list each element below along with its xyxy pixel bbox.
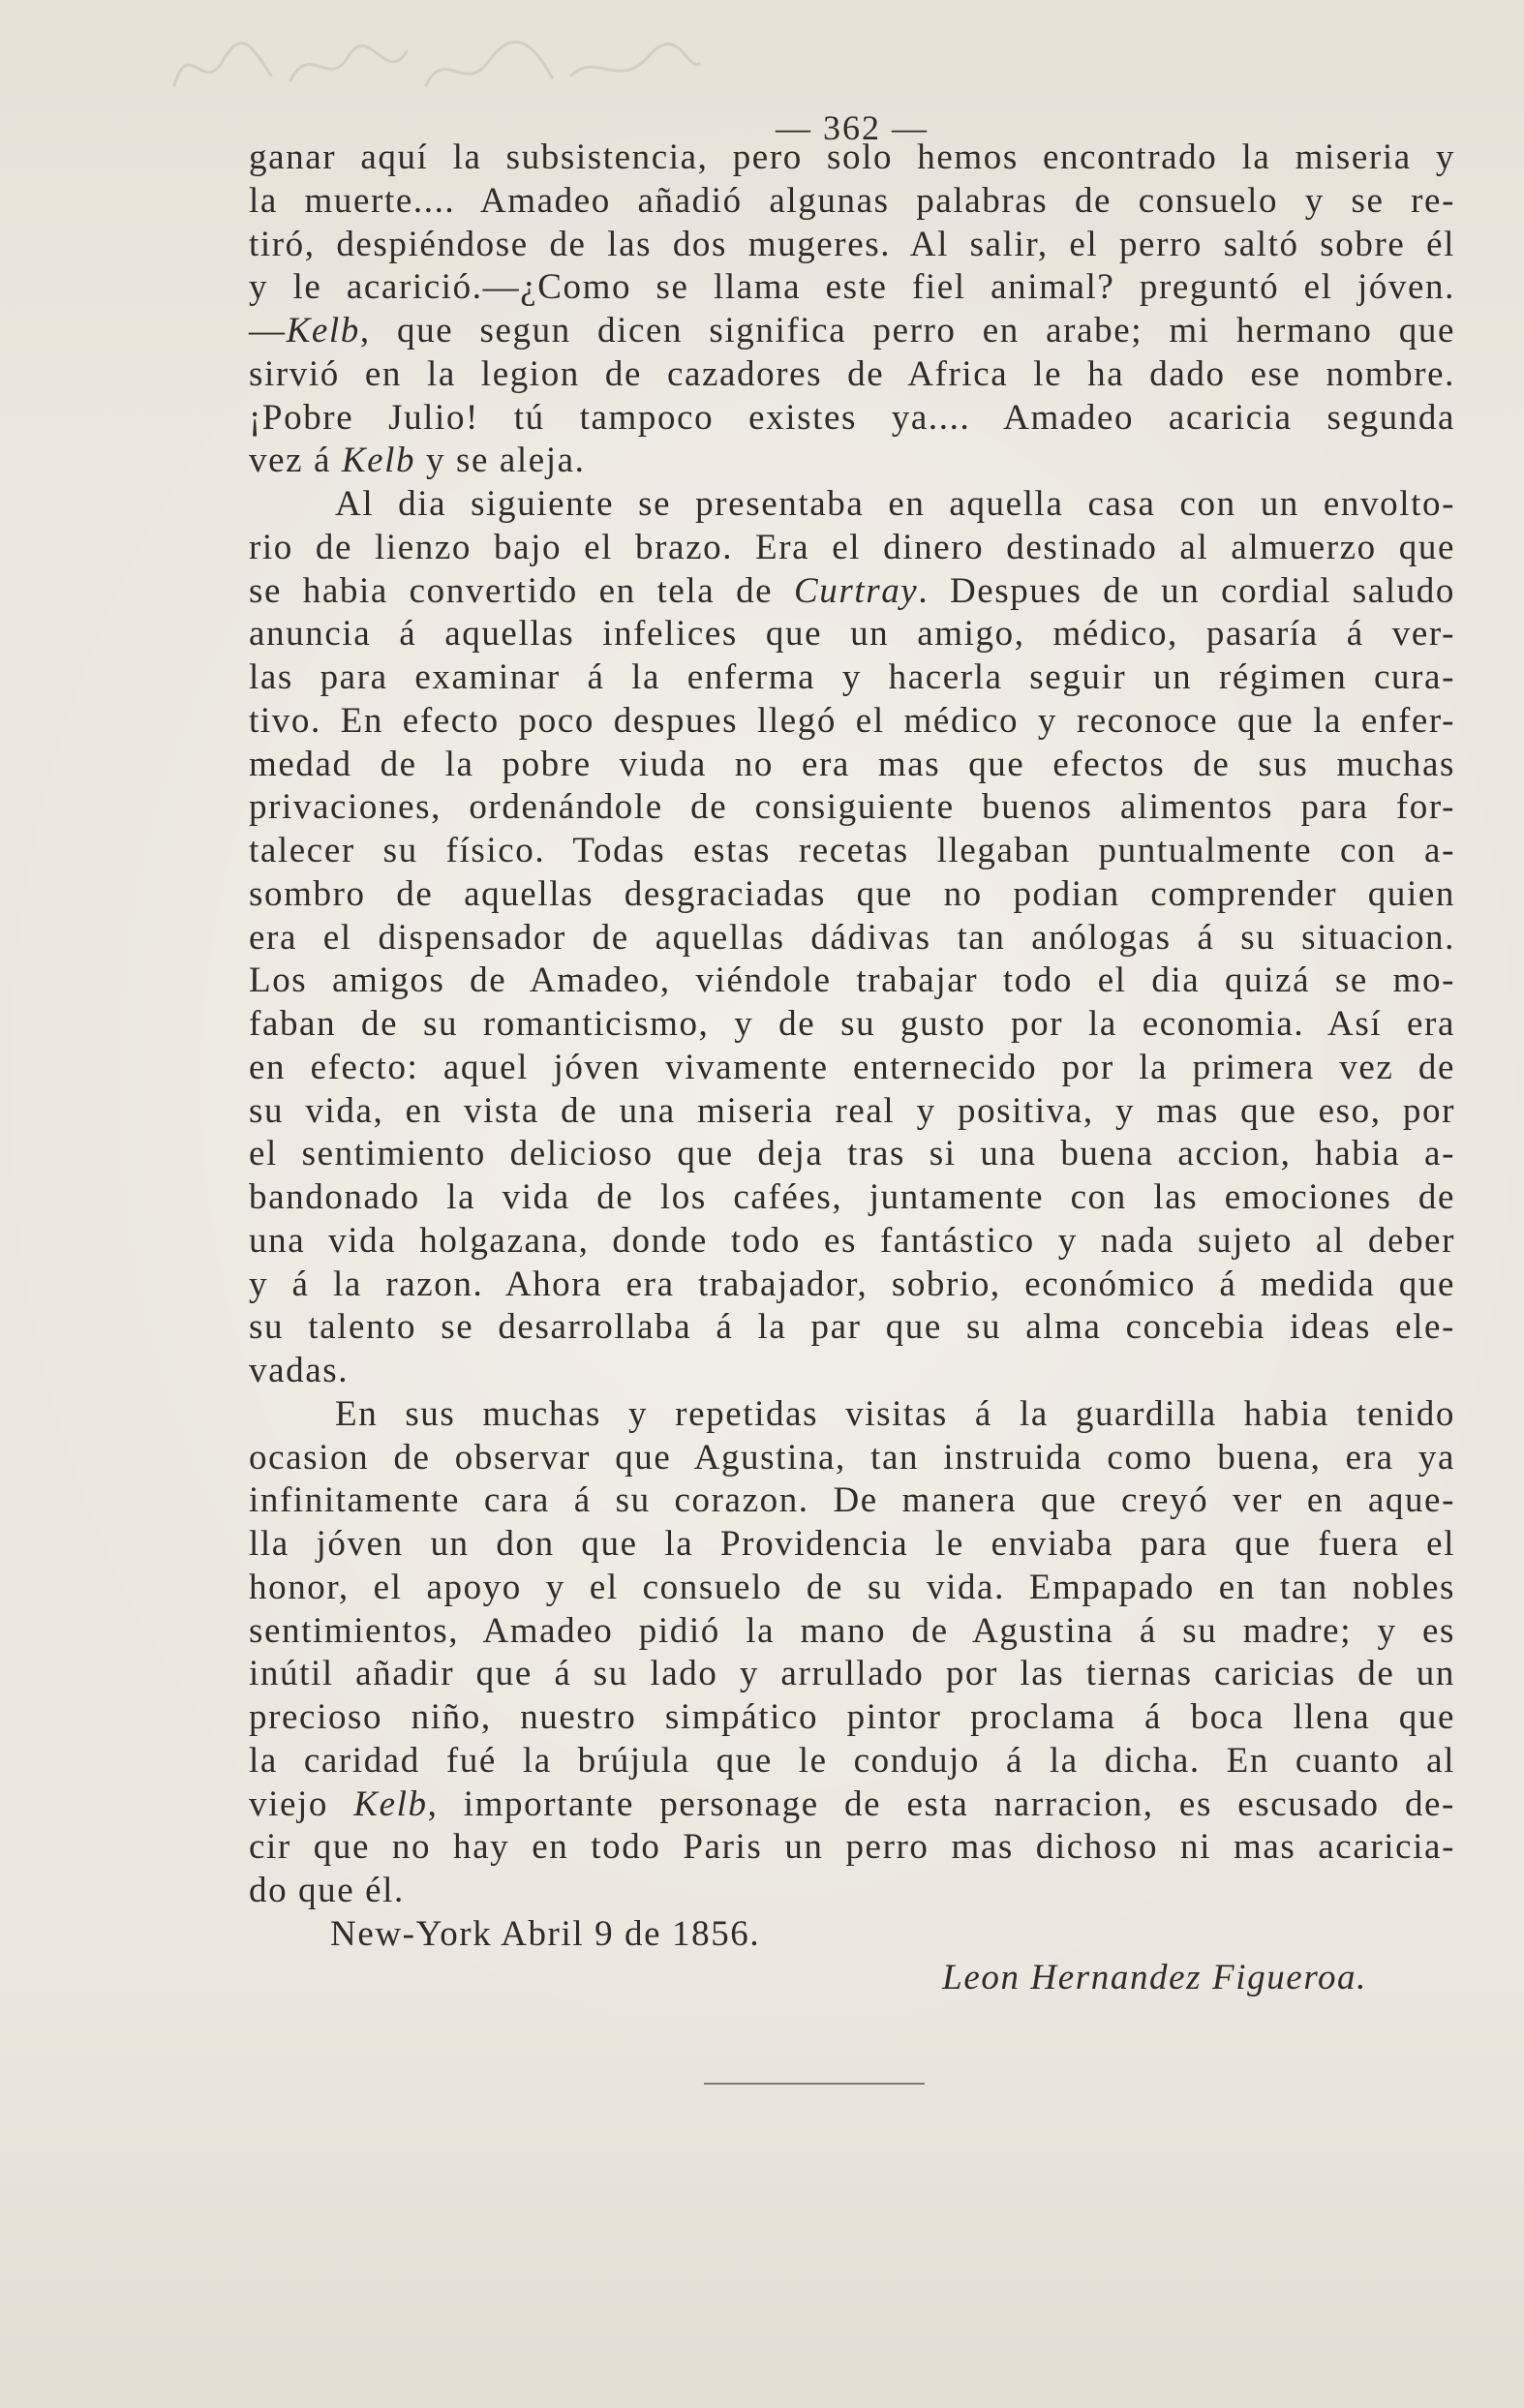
text-line [249,1740,1455,1783]
text-segment: talecer su físico. Todas estas recetas llegaban puntualmente con a- [249,831,1455,870]
text-segment: y á la razon. Ahora era trabajador, sobrio, económico á medida que [249,1264,1455,1304]
text-line [249,224,1455,267]
text-segment: la muerte.... Amadeo añadió algunas palabras de consuelo y se re- [249,180,1455,221]
text-line [249,873,1455,917]
text-line [249,917,1455,960]
text-line [249,1870,1455,1913]
text-line [249,1826,1455,1870]
body-text [249,137,1455,1999]
text-line [249,137,1455,180]
text-line [249,353,1455,397]
text-segment: . Despues de un cordial saludo [918,570,1455,611]
text-segment: , que segun dicen significa perro en arabe; mi hermano que [359,311,1455,351]
text-segment: y se aleja. [415,441,586,481]
text-segment: ocasion de observar que Agustina, tan instruida como buena, era ya [249,1437,1455,1478]
author-signature: Leon Hernandez Figueroa. [942,1957,1367,1997]
text-segment: viejo [249,1783,354,1824]
text-segment: una vida holgazana, donde todo es fantástico y nada sujeto al deber [249,1220,1455,1261]
paragraphs [249,137,1455,1913]
text-line [249,744,1455,787]
text-line [249,570,1455,614]
text-segment: tiró, despiéndose de las dos mugeres. Al salir, el perro saltó sobre él [249,224,1455,264]
text-segment: se habia convertido en tela de [249,570,794,611]
italic-word: Kelb [286,311,360,351]
text-line [249,960,1455,1003]
text-segment: la caridad fué la brújula que le condujo á la dicha. En cuanto al [249,1740,1455,1781]
text-segment: — [249,311,287,351]
text-segment: y le acarició.—¿Como se llama este fiel animal? preguntó el jóven. [249,267,1455,308]
end-rule [704,2083,925,2085]
text-line [249,1783,1455,1827]
text-line [249,1306,1455,1350]
text-segment: precioso niño, nuestro simpático pintor proclama á boca llena que [249,1697,1455,1737]
text-segment: rio de lienzo bajo el brazo. Era el dinero destinado al almuerzo que [249,527,1455,567]
text-segment: faban de su romanticismo, y de su gusto por la economia. Así era [249,1004,1455,1044]
faded-handwriting-mark [165,17,707,105]
text-segment: su vida, en vista de una miseria real y positiva, y mas que eso, por [249,1090,1455,1131]
text-line [249,1653,1455,1696]
text-segment: Los amigos de Amadeo, viéndole trabajar todo el dia quizá se mo- [249,960,1455,1001]
text-segment: vadas. [249,1351,350,1390]
text-line [249,700,1455,744]
italic-word: Curtray [793,570,919,611]
text-segment: era el dispensador de aquellas dádivas tan anólogas á su situacion. [249,917,1455,958]
text-segment: infinitamente cara á su corazon. De manera que creyó ver en aque- [249,1480,1455,1521]
text-line [249,1003,1455,1047]
text-line [249,830,1455,873]
text-segment: el sentimiento delicioso que deja tras si una buena accion, habia a- [249,1134,1455,1174]
page-number: — 362 — [776,108,929,147]
text-segment: En sus muchas y repetidas visitas á la guardilla habia tenido [335,1393,1455,1434]
text-line [249,1393,1455,1437]
text-line [249,1133,1455,1176]
paragraph [249,1393,1455,1913]
italic-word: Kelb [353,1783,428,1824]
italic-word: Kelb [341,441,416,481]
text-line [249,1220,1455,1264]
text-segment: , importante personage de esta narracion, es escusado de- [427,1783,1455,1824]
dateline: New-York Abril 9 de 1856. [330,1913,761,1954]
paragraph [249,137,1455,483]
text-segment: medad de la pobre viuda no era mas que efectos de sus muchas [249,744,1455,784]
text-line [249,786,1455,830]
text-segment: inútil añadir que á su lado y arrullado por las tiernas caricias de un [249,1654,1455,1694]
text-line [249,1610,1455,1654]
text-segment: Al dia siguiente se presentaba en aquella casa con un envolto- [335,484,1455,524]
text-segment: tivo. En efecto poco despues llegó el médico y reconoce que la enfer- [249,700,1455,741]
text-line [249,613,1455,656]
text-segment: vez á [249,441,342,481]
text-segment: ganar aquí la subsistencia, pero solo hemos encontrado la miseria y [249,137,1455,177]
text-line [249,440,1455,483]
text-segment: las para examinar á la enferma y hacerla seguir un régimen cura- [249,657,1455,697]
text-line [249,1264,1455,1307]
text-line [249,397,1455,441]
text-segment: su talento se desarrollaba á la par que su alma concebia ideas ele- [249,1307,1455,1348]
text-segment: sentimientos, Amadeo pidió la mano de Agustina á su madre; y es [249,1610,1455,1651]
text-segment: lla jóven un don que la Providencia le enviaba para que fuera el [249,1524,1455,1564]
text-line [249,1047,1455,1090]
text-segment: do que él. [249,1871,405,1910]
text-line [249,1567,1455,1610]
text-line [249,1350,1455,1393]
text-segment: bandonado la vida de los cafées, juntamente con las emociones de [249,1177,1455,1217]
text-line [249,483,1455,527]
text-line [249,1437,1455,1480]
text-segment: en efecto: aquel jóven vivamente enternecido por la primera vez de [249,1047,1455,1087]
text-segment: sirvió en la legion de cazadores de Africa le ha dado ese nombre. [249,353,1455,394]
text-segment: sombro de aquellas desgraciadas que no podian comprender quien [249,873,1455,914]
paragraph [249,483,1455,1393]
text-line [249,527,1455,570]
text-line [249,310,1455,353]
text-segment: honor, el apoyo y el consuelo de su vida. Empapado en tan nobles [249,1567,1455,1607]
text-line [249,1696,1455,1740]
text-line [249,1523,1455,1567]
text-segment: ¡Pobre Julio! tú tampoco existes ya.... Amadeo acaricia segunda [249,397,1455,438]
text-line [249,1176,1455,1220]
text-line [249,1090,1455,1134]
text-segment: anuncia á aquellas infelices que un amigo, médico, pasaría á ver- [249,614,1455,655]
text-line [249,180,1455,224]
text-line [249,656,1455,700]
text-segment: cir que no hay en todo Paris un perro mas dichoso ni mas acaricia- [249,1827,1455,1868]
text-line [249,266,1455,310]
text-segment: privaciones, ordenándole de consiguiente buenos alimentos para for- [249,787,1455,828]
text-line [249,1479,1455,1523]
